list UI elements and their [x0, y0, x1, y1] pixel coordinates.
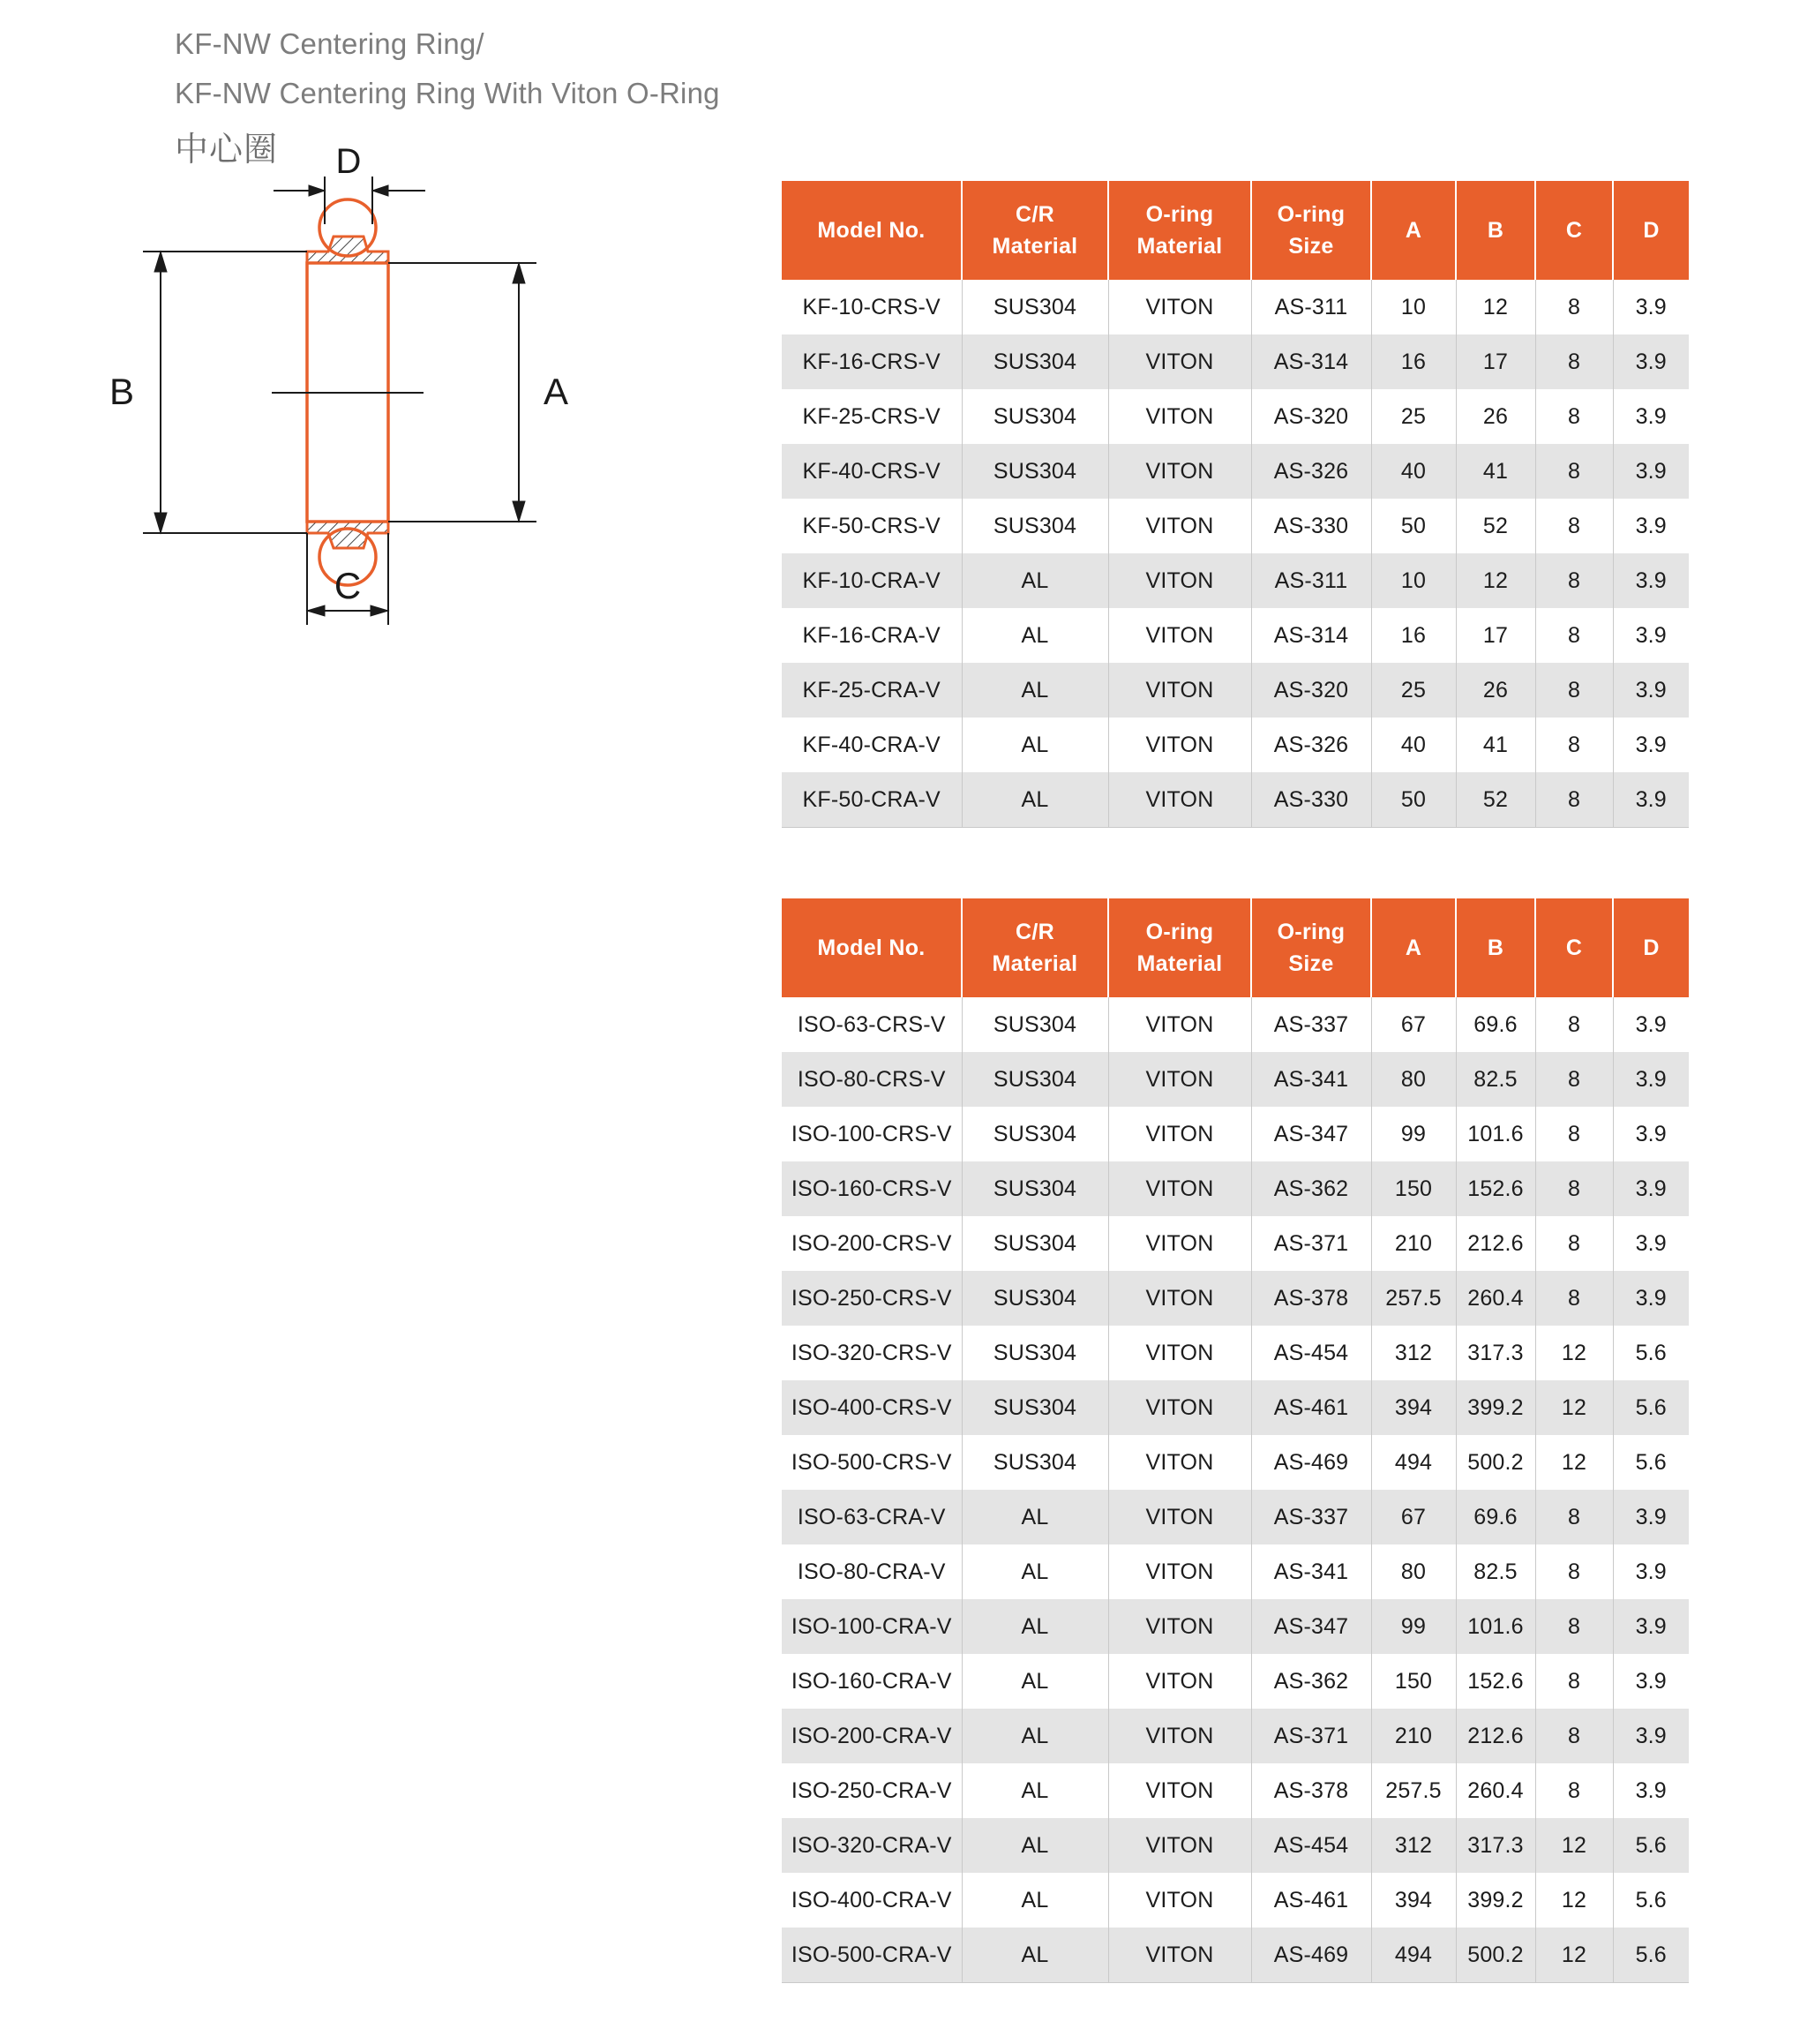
cell-oring-size: AS-461	[1251, 1380, 1371, 1435]
cell-dim-c: 8	[1535, 1763, 1613, 1818]
cell-model-no: ISO-160-CRS-V	[782, 1161, 962, 1216]
cell-dim-a: 67	[1371, 997, 1456, 1052]
cell-oring-material: VITON	[1108, 1052, 1251, 1107]
top-flange-hatched	[307, 237, 388, 263]
cell-cr-material: SUS304	[962, 1107, 1108, 1161]
cell-dim-d: 3.9	[1635, 1559, 1667, 1584]
cell-oring-size: AS-454	[1251, 1326, 1371, 1380]
cell-dim-d: 3.9	[1613, 1052, 1689, 1107]
cell-model-no: ISO-200-CRS-V	[782, 1216, 962, 1271]
cell-cr-material: AL	[962, 1709, 1108, 1763]
cell-dim-a: 257.5	[1371, 1763, 1456, 1818]
cell-dim-a: 50	[1371, 499, 1456, 553]
cell-dim-c: 8	[1535, 1216, 1613, 1271]
cell-cr-material: SUS304	[962, 280, 1108, 334]
cell-dim-c: 8	[1535, 1599, 1613, 1654]
cell-oring-size: AS-341	[1251, 1544, 1371, 1599]
table-header-row	[782, 181, 1689, 280]
cell-dim-b: 26	[1456, 663, 1535, 718]
cell-oring-material: VITON	[1108, 1326, 1251, 1380]
cell-model-no: ISO-63-CRA-V	[782, 1490, 962, 1544]
table-row	[782, 444, 1689, 499]
table-row	[782, 1380, 1689, 1435]
cell-dim-d: 3.9	[1613, 1271, 1689, 1326]
cell-dim-c: 8	[1535, 1544, 1613, 1599]
cell-dim-a: 99	[1371, 1599, 1456, 1654]
cell-cr-material: AL	[962, 663, 1108, 718]
cell-oring-material: VITON	[1108, 389, 1251, 444]
cell-model-no: ISO-80-CRS-V	[782, 1052, 962, 1107]
cell-model-no: KF-25-CRS-V	[782, 389, 962, 444]
table-row	[782, 499, 1689, 553]
cell-dim-b: 52	[1456, 499, 1535, 553]
cell-oring-material: VITON	[1108, 1599, 1251, 1654]
cell-model-no: ISO-500-CRS-V	[782, 1435, 962, 1490]
cell-oring-size: AS-469	[1251, 1435, 1371, 1490]
cell-dim-c: 12	[1535, 1873, 1613, 1928]
kf-spec-table	[782, 181, 1689, 828]
cell-oring-size: AS-311	[1251, 280, 1371, 334]
cell-dim-a: 40	[1371, 444, 1456, 499]
cell-dim-d: 5.6	[1613, 1818, 1689, 1873]
cell-dim-a: 210	[1371, 1216, 1456, 1271]
table-row	[782, 1435, 1689, 1490]
header-oring-size: O-ring Size	[1251, 181, 1371, 280]
dimension-label-d: D	[335, 142, 362, 181]
cell-dim-c: 8	[1535, 1271, 1613, 1326]
dimension-label-b: B	[109, 371, 135, 412]
cell-oring-size: AS-461	[1251, 1873, 1371, 1928]
cell-dim-c: 8	[1535, 1161, 1613, 1216]
cell-oring-size: AS-371	[1251, 1709, 1371, 1763]
cell-model-no: KF-50-CRS-V	[782, 499, 962, 553]
header-a: A	[1371, 898, 1456, 997]
header-cr-material: C/R Material	[962, 181, 1108, 280]
dimension-label-c: C	[334, 565, 362, 606]
cell-dim-a: 67	[1371, 1490, 1456, 1544]
cell-dim-c: 8	[1535, 553, 1613, 608]
kf-table-body	[782, 280, 1689, 828]
cell-cr-material: SUS304	[962, 389, 1108, 444]
cell-dim-c: 8	[1535, 1709, 1613, 1763]
cell-dim-b: 17	[1456, 608, 1535, 663]
cell-dim-a: 25	[1371, 663, 1456, 718]
cell-oring-material: VITON	[1108, 1709, 1251, 1763]
cell-dim-a: 210	[1371, 1709, 1456, 1763]
header-oring-material: O-ring Material	[1108, 898, 1251, 997]
cell-cr-material: AL	[962, 1544, 1108, 1599]
iso-table-header	[782, 898, 1689, 997]
cell-dim-d: 5.6	[1635, 1449, 1667, 1475]
cell-cr-material: AL	[962, 1928, 1108, 1983]
cell-dim-c: 8	[1535, 772, 1613, 828]
cell-dim-c: 12	[1535, 1818, 1613, 1873]
cell-model-no: ISO-320-CRA-V	[782, 1818, 962, 1873]
header-c: C	[1535, 898, 1613, 997]
cell-cr-material: AL	[962, 1654, 1108, 1709]
cell-oring-size: AS-314	[1251, 608, 1371, 663]
cell-dim-a: 99	[1371, 1107, 1456, 1161]
cell-cr-material: AL	[962, 772, 1108, 828]
table-row	[782, 334, 1689, 389]
table-row	[782, 1654, 1689, 1709]
cell-dim-b: 212.6	[1456, 1709, 1535, 1763]
cell-cr-material: AL	[962, 1873, 1108, 1928]
cell-oring-size: AS-337	[1251, 1490, 1371, 1544]
cell-dim-c: 12	[1535, 1928, 1613, 1983]
cell-oring-size: AS-371	[1251, 1216, 1371, 1271]
cell-dim-a: 494	[1371, 1435, 1456, 1490]
cell-dim-c: 8	[1535, 389, 1613, 444]
cell-cr-material: SUS304	[962, 1380, 1108, 1435]
header-b: B	[1456, 181, 1535, 280]
cell-oring-material: VITON	[1108, 772, 1251, 828]
cell-cr-material: SUS304	[962, 1216, 1108, 1271]
cell-dim-d: 3.9	[1635, 1777, 1667, 1803]
cell-model-no: KF-10-CRS-V	[782, 280, 962, 334]
cell-dim-b: 152.6	[1456, 1161, 1535, 1216]
cell-dim-b: 52	[1456, 772, 1535, 828]
cell-dim-d: 5.6	[1635, 1887, 1667, 1912]
cell-oring-size: AS-330	[1251, 772, 1371, 828]
header-a: A	[1371, 181, 1456, 280]
cell-dim-d: 3.9	[1635, 1121, 1667, 1146]
cell-oring-size: AS-454	[1251, 1818, 1371, 1873]
cell-oring-size: AS-330	[1251, 499, 1371, 553]
cell-oring-size: AS-378	[1251, 1763, 1371, 1818]
cell-dim-b: 101.6	[1456, 1599, 1535, 1654]
cell-dim-c: 8	[1535, 663, 1613, 718]
cell-model-no: ISO-200-CRA-V	[782, 1709, 962, 1763]
cell-oring-material: VITON	[1108, 1107, 1251, 1161]
cell-oring-material: VITON	[1108, 1873, 1251, 1928]
table-row	[782, 1052, 1689, 1107]
cell-dim-c: 8	[1535, 1052, 1613, 1107]
cell-oring-material: VITON	[1108, 1928, 1251, 1983]
cell-cr-material: AL	[962, 1818, 1108, 1873]
header-oring-size: O-ring Size	[1251, 898, 1371, 997]
table-row	[782, 280, 1689, 334]
cell-model-no: KF-16-CRS-V	[782, 334, 962, 389]
table-header-row	[782, 898, 1689, 997]
title-line-2: KF-NW Centering Ring With Viton O-Ring	[175, 77, 720, 109]
cell-dim-d: 3.9	[1635, 403, 1667, 429]
cell-dim-a: 16	[1371, 608, 1456, 663]
cell-oring-size: AS-362	[1251, 1161, 1371, 1216]
cell-dim-d: 3.9	[1635, 1668, 1667, 1694]
cell-oring-size: AS-311	[1251, 553, 1371, 608]
table-row	[782, 608, 1689, 663]
cell-dim-c: 12	[1535, 1435, 1613, 1490]
cell-dim-c: 8	[1535, 444, 1613, 499]
cell-oring-material: VITON	[1108, 334, 1251, 389]
cell-model-no: ISO-400-CRS-V	[782, 1380, 962, 1435]
table-row	[782, 1873, 1689, 1928]
cell-dim-b: 17	[1456, 334, 1535, 389]
cell-cr-material: AL	[962, 1763, 1108, 1818]
cell-dim-b: 399.2	[1456, 1380, 1535, 1435]
cell-dim-d: 3.9	[1613, 1709, 1689, 1763]
cell-model-no: ISO-160-CRA-V	[782, 1654, 962, 1709]
cell-cr-material: SUS304	[962, 997, 1108, 1052]
iso-table-body	[782, 997, 1689, 1983]
header-oring-material: O-ring Material	[1108, 181, 1251, 280]
cell-dim-a: 10	[1371, 553, 1456, 608]
cell-dim-d: 3.9	[1613, 334, 1689, 389]
table-row	[782, 1709, 1689, 1763]
cell-dim-a: 80	[1371, 1544, 1456, 1599]
cell-dim-c: 8	[1535, 499, 1613, 553]
dimension-label-a: A	[543, 371, 569, 412]
cell-oring-material: VITON	[1108, 608, 1251, 663]
table-row	[782, 663, 1689, 718]
header-model-no: Model No.	[782, 181, 962, 280]
cell-oring-material: VITON	[1108, 997, 1251, 1052]
cell-oring-material: VITON	[1108, 1380, 1251, 1435]
cell-oring-size: AS-341	[1251, 1052, 1371, 1107]
cell-dim-b: 399.2	[1456, 1873, 1535, 1928]
cell-oring-size: AS-378	[1251, 1271, 1371, 1326]
cell-dim-b: 12	[1456, 553, 1535, 608]
cell-dim-a: 50	[1371, 772, 1456, 828]
header-c: C	[1535, 181, 1613, 280]
cell-model-no: ISO-320-CRS-V	[782, 1326, 962, 1380]
cell-cr-material: SUS304	[962, 1161, 1108, 1216]
cell-dim-b: 82.5	[1456, 1052, 1535, 1107]
cell-model-no: KF-40-CRA-V	[782, 718, 962, 772]
cell-oring-material: VITON	[1108, 553, 1251, 608]
bottom-flange-hatched	[307, 522, 388, 548]
cell-dim-d: 3.9	[1613, 553, 1689, 608]
cell-dim-d: 3.9	[1635, 513, 1667, 538]
cell-model-no: KF-50-CRA-V	[782, 772, 962, 828]
iso-spec-table	[782, 898, 1689, 1983]
cell-dim-d: 3.9	[1635, 732, 1667, 757]
cell-cr-material: AL	[962, 1599, 1108, 1654]
cell-model-no: KF-16-CRA-V	[782, 608, 962, 663]
cell-dim-c: 8	[1535, 718, 1613, 772]
cell-oring-size: AS-326	[1251, 444, 1371, 499]
table-row	[782, 772, 1689, 828]
cell-dim-a: 494	[1371, 1928, 1456, 1983]
cell-oring-size: AS-337	[1251, 997, 1371, 1052]
cell-dim-b: 26	[1456, 389, 1535, 444]
cell-oring-size: AS-320	[1251, 663, 1371, 718]
cell-dim-a: 10	[1371, 280, 1456, 334]
cell-dim-b: 260.4	[1456, 1763, 1535, 1818]
table-row	[782, 1928, 1689, 1983]
cell-oring-size: AS-320	[1251, 389, 1371, 444]
cell-oring-material: VITON	[1108, 280, 1251, 334]
cell-dim-c: 8	[1535, 1654, 1613, 1709]
cell-dim-b: 69.6	[1456, 997, 1535, 1052]
cell-oring-material: VITON	[1108, 499, 1251, 553]
table-row	[782, 1599, 1689, 1654]
cell-model-no: ISO-250-CRS-V	[782, 1271, 962, 1326]
table-row	[782, 1818, 1689, 1873]
cell-dim-c: 8	[1535, 280, 1613, 334]
cell-cr-material: SUS304	[962, 1052, 1108, 1107]
cell-oring-material: VITON	[1108, 444, 1251, 499]
cell-dim-d: 5.6	[1613, 1928, 1689, 1983]
cell-model-no: ISO-100-CRS-V	[782, 1107, 962, 1161]
header-cr-material: C/R Material	[962, 898, 1108, 997]
header-d: D	[1613, 898, 1689, 997]
header-model-no: Model No.	[782, 898, 962, 997]
cell-oring-material: VITON	[1108, 1818, 1251, 1873]
cell-cr-material: AL	[962, 1490, 1108, 1544]
header-d: D	[1613, 181, 1689, 280]
cell-cr-material: SUS304	[962, 334, 1108, 389]
cell-oring-material: VITON	[1108, 1216, 1251, 1271]
cell-dim-b: 152.6	[1456, 1654, 1535, 1709]
cell-dim-c: 8	[1535, 334, 1613, 389]
cell-model-no: ISO-80-CRA-V	[782, 1544, 962, 1599]
cell-oring-material: VITON	[1108, 718, 1251, 772]
cell-dim-d: 5.6	[1613, 1380, 1689, 1435]
cell-dim-d: 5.6	[1635, 1340, 1667, 1365]
cell-dim-b: 41	[1456, 718, 1535, 772]
cell-dim-b: 500.2	[1456, 1928, 1535, 1983]
cell-model-no: ISO-400-CRA-V	[782, 1873, 962, 1928]
cell-dim-b: 317.3	[1456, 1818, 1535, 1873]
table-row	[782, 389, 1689, 444]
table-row	[782, 1326, 1689, 1380]
cell-dim-b: 69.6	[1456, 1490, 1535, 1544]
cell-cr-material: AL	[962, 608, 1108, 663]
title-line-1: KF-NW Centering Ring/	[175, 27, 484, 60]
cell-dim-d: 3.9	[1635, 294, 1667, 319]
cell-dim-c: 8	[1535, 1107, 1613, 1161]
cell-cr-material: SUS304	[962, 1326, 1108, 1380]
cell-cr-material: SUS304	[962, 1435, 1108, 1490]
cell-oring-material: VITON	[1108, 1490, 1251, 1544]
cell-model-no: ISO-63-CRS-V	[782, 997, 962, 1052]
table-row	[782, 1271, 1689, 1326]
cell-oring-material: VITON	[1108, 1544, 1251, 1599]
table-row	[782, 1763, 1689, 1818]
cell-dim-a: 394	[1371, 1380, 1456, 1435]
cell-oring-size: AS-314	[1251, 334, 1371, 389]
cell-dim-b: 82.5	[1456, 1544, 1535, 1599]
cell-model-no: ISO-500-CRA-V	[782, 1928, 962, 1983]
table-row	[782, 553, 1689, 608]
cell-dim-d: 3.9	[1635, 1230, 1667, 1256]
cell-dim-d: 3.9	[1613, 772, 1689, 828]
cell-dim-b: 500.2	[1456, 1435, 1535, 1490]
table-row	[782, 997, 1689, 1052]
cell-dim-c: 8	[1535, 608, 1613, 663]
cell-dim-c: 12	[1535, 1326, 1613, 1380]
cell-dim-b: 12	[1456, 280, 1535, 334]
page-title	[175, 19, 845, 178]
table-row	[782, 1216, 1689, 1271]
cell-dim-a: 80	[1371, 1052, 1456, 1107]
cell-model-no: KF-40-CRS-V	[782, 444, 962, 499]
cell-model-no: ISO-250-CRA-V	[782, 1763, 962, 1818]
cell-oring-material: VITON	[1108, 1271, 1251, 1326]
title-line-chinese: 中心圈	[175, 132, 279, 169]
cell-dim-b: 317.3	[1456, 1326, 1535, 1380]
cell-dim-d: 3.9	[1635, 1011, 1667, 1037]
cell-dim-d: 3.9	[1635, 622, 1667, 648]
cell-dim-d: 3.9	[1613, 444, 1689, 499]
cell-cr-material: AL	[962, 718, 1108, 772]
cell-oring-size: AS-362	[1251, 1654, 1371, 1709]
table-row	[782, 1490, 1689, 1544]
cell-dim-d: 3.9	[1613, 1490, 1689, 1544]
kf-table-header	[782, 181, 1689, 280]
cell-dim-b: 41	[1456, 444, 1535, 499]
cell-dim-d: 3.9	[1613, 663, 1689, 718]
cell-dim-b: 212.6	[1456, 1216, 1535, 1271]
header-b: B	[1456, 898, 1535, 997]
cell-dim-a: 150	[1371, 1654, 1456, 1709]
cell-oring-size: AS-347	[1251, 1107, 1371, 1161]
cell-dim-a: 40	[1371, 718, 1456, 772]
cell-dim-a: 257.5	[1371, 1271, 1456, 1326]
cell-dim-d: 3.9	[1613, 1599, 1689, 1654]
cell-dim-a: 150	[1371, 1161, 1456, 1216]
table-row	[782, 1161, 1689, 1216]
table-row	[782, 718, 1689, 772]
cell-oring-material: VITON	[1108, 663, 1251, 718]
cell-dim-a: 312	[1371, 1818, 1456, 1873]
cell-cr-material: SUS304	[962, 1271, 1108, 1326]
cell-model-no: KF-25-CRA-V	[782, 663, 962, 718]
cell-dim-c: 8	[1535, 997, 1613, 1052]
cell-model-no: ISO-100-CRA-V	[782, 1599, 962, 1654]
cell-oring-material: VITON	[1108, 1763, 1251, 1818]
cell-model-no: KF-10-CRA-V	[782, 553, 962, 608]
cell-oring-size: AS-469	[1251, 1928, 1371, 1983]
cell-dim-b: 101.6	[1456, 1107, 1535, 1161]
cell-dim-a: 25	[1371, 389, 1456, 444]
cell-oring-size: AS-326	[1251, 718, 1371, 772]
cell-cr-material: SUS304	[962, 444, 1108, 499]
cell-oring-material: VITON	[1108, 1435, 1251, 1490]
cell-cr-material: AL	[962, 553, 1108, 608]
cell-oring-material: VITON	[1108, 1161, 1251, 1216]
cell-dim-c: 12	[1535, 1380, 1613, 1435]
cell-dim-a: 312	[1371, 1326, 1456, 1380]
cell-dim-a: 16	[1371, 334, 1456, 389]
cell-dim-c: 8	[1535, 1490, 1613, 1544]
cell-dim-a: 394	[1371, 1873, 1456, 1928]
cell-oring-material: VITON	[1108, 1654, 1251, 1709]
cell-cr-material: SUS304	[962, 499, 1108, 553]
table-row	[782, 1544, 1689, 1599]
cell-oring-size: AS-347	[1251, 1599, 1371, 1654]
table-row	[782, 1107, 1689, 1161]
cell-dim-d: 3.9	[1613, 1161, 1689, 1216]
cell-dim-b: 260.4	[1456, 1271, 1535, 1326]
